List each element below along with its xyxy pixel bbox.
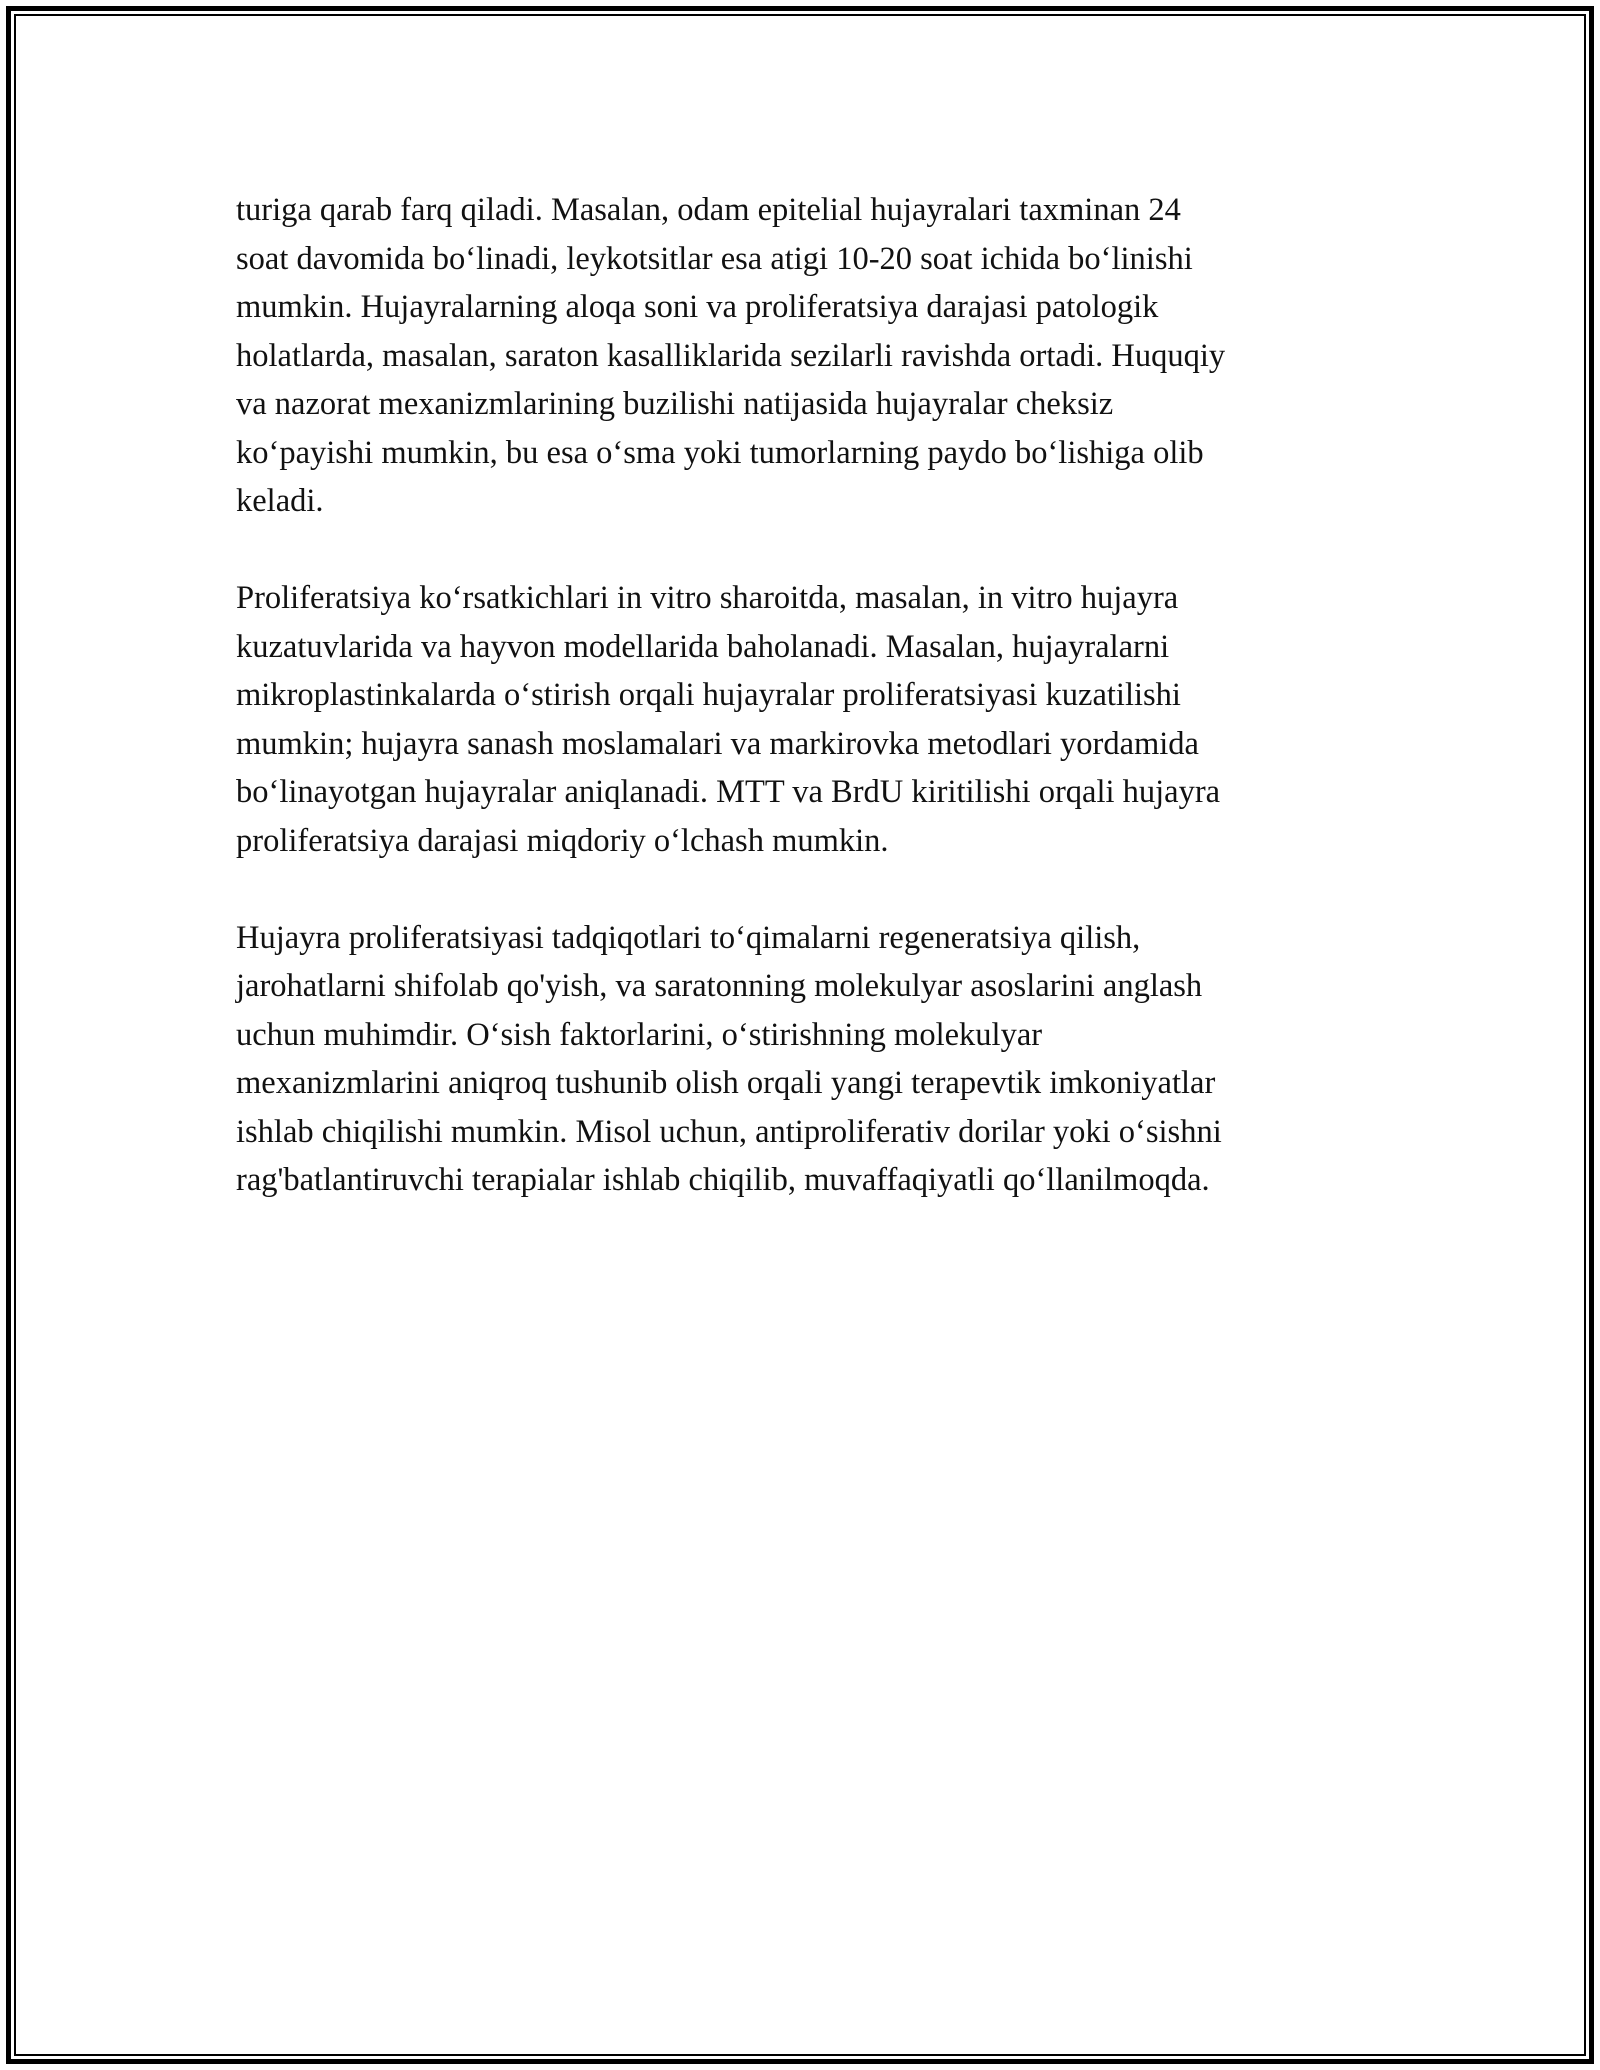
paragraph: Proliferatsiya ko‘rsatkichlari in vitro sharoitda, masalan, in vitro hujayra kuzatuvlarida va hayvon modellarida baholanadi. Masalan, hujayralarni mikroplastinkalarda o‘stirish orqali hujayralar proliferatsiyasi kuzatilishi mumkin; hujayra sanash moslamalari va markirovka metodlari yordamida bo‘linayotgan hujayralar aniqlanadi. MTT va BrdU kiritilishi orqali hujayra proliferatsiya darajasi miqdoriy o‘lchash mumkin.	[236, 580, 1221, 859]
paragraph: Hujayra proliferatsiyasi tadqiqotlari to‘qimalarni regeneratsiya qilish, jarohatlarni shifolab qo'yish, va saratonning molekulyar asoslarini anglash uchun muhimdir. O‘sish faktorlarini, o‘stirishning molekulyar mexanizmlarini aniqroq tushunib olish orqali yangi terapevtik imkoniyatlar ishlab chiqilishi mumkin. Misol uchun, antiproliferativ dorilar yoki o‘sishni rag'batlantiruvchi terapialar ishlab chiqilib, muvaffaqiyatli qo‘llanilmoqda.	[236, 919, 1222, 1198]
page-body	[236, 186, 1366, 1253]
paragraph: turiga qarab farq qiladi. Masalan, odam epitelial hujayralari taxminan 24 soat davomida bo‘linadi, leykotsitlar esa atigi 10-20 soat ichida bo‘linishi mumkin. Hujayralarning aloqa soni va proliferatsiya darajasi patologik holatlarda, masalan, saraton kasalliklarida sezilarli ravishda ortadi. Huquqiy va nazorat mexanizmlarining buzilishi natijasida hujayralar cheksiz ko‘payishi mumkin, bu esa o‘sma yoki tumorlarning paydo bo‘lishiga olib keladi.	[236, 192, 1226, 519]
